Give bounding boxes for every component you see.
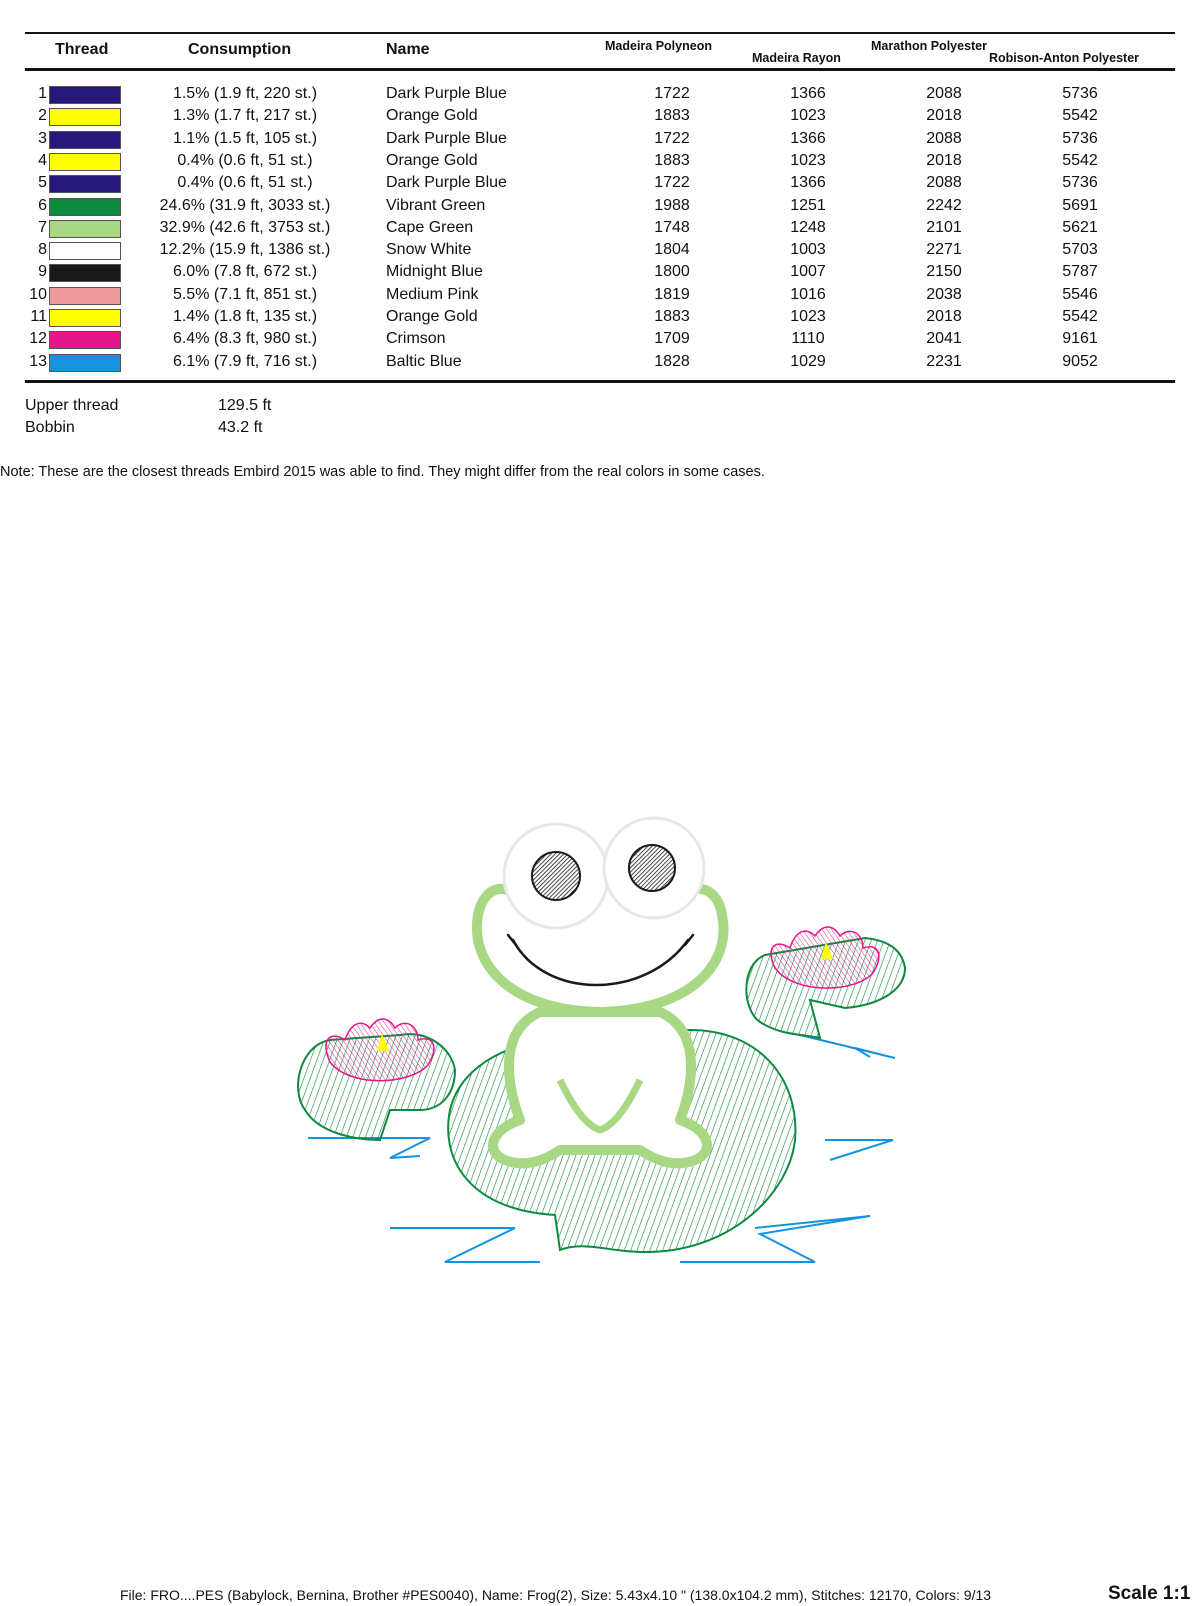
upper-thread-value: 129.5 ft bbox=[218, 397, 272, 414]
thread-consumption: 1.5% (1.9 ft, 220 st.) bbox=[172, 85, 318, 102]
madeira-polyneon-code: 1883 bbox=[654, 151, 690, 169]
madeira-rayon-code: 1251 bbox=[790, 196, 826, 214]
thread-name: Baltic Blue bbox=[386, 352, 462, 370]
madeira-rayon-code: 1366 bbox=[790, 85, 826, 102]
madeira-polyneon-code: 1828 bbox=[654, 352, 690, 370]
robison-anton-code: 9161 bbox=[1062, 330, 1098, 348]
madeira-rayon-code: 1007 bbox=[790, 263, 826, 281]
madeira-polyneon-code: 1988 bbox=[654, 196, 690, 214]
thread-consumption: 0.4% (0.6 ft, 51 st.) bbox=[177, 174, 313, 192]
thread-name: Vibrant Green bbox=[386, 196, 486, 214]
robison-anton-code: 5736 bbox=[1062, 174, 1098, 192]
marathon-polyester-code: 2088 bbox=[926, 129, 962, 147]
header-thread: Thread bbox=[55, 41, 109, 58]
thread-name: Dark Purple Blue bbox=[386, 129, 507, 147]
thread-number: 3 bbox=[38, 129, 47, 147]
robison-anton-code: 5546 bbox=[1062, 285, 1098, 303]
madeira-rayon-code: 1023 bbox=[790, 151, 826, 169]
marathon-polyester-code: 2271 bbox=[926, 241, 962, 259]
thread-name: Snow White bbox=[386, 241, 472, 259]
robison-anton-code: 5621 bbox=[1062, 218, 1098, 236]
marathon-polyester-code: 2088 bbox=[926, 85, 962, 102]
marathon-polyester-code: 2018 bbox=[926, 107, 962, 125]
marathon-polyester-code: 2150 bbox=[926, 263, 962, 281]
thread-consumption: 5.5% (7.1 ft, 851 st.) bbox=[172, 285, 318, 303]
header-marathon-polyester: Marathon Polyester bbox=[871, 39, 988, 53]
frog bbox=[477, 885, 724, 1163]
thread-name: Orange Gold bbox=[386, 151, 478, 169]
thread-number: 8 bbox=[38, 241, 47, 259]
marathon-polyester-code: 2231 bbox=[926, 352, 962, 370]
robison-anton-code: 5703 bbox=[1062, 241, 1098, 259]
left-pupil bbox=[532, 852, 580, 900]
marathon-polyester-code: 2038 bbox=[926, 285, 962, 303]
header-madeira-rayon: Madeira Rayon bbox=[752, 51, 841, 65]
left-lotus-flower bbox=[326, 1019, 434, 1081]
madeira-polyneon-code: 1819 bbox=[654, 285, 690, 303]
thread-consumption: 1.4% (1.8 ft, 135 st.) bbox=[172, 308, 318, 325]
marathon-polyester-code: 2242 bbox=[926, 196, 962, 214]
robison-anton-code: 5736 bbox=[1062, 85, 1098, 102]
thread-consumption: 6.0% (7.8 ft, 672 st.) bbox=[172, 263, 318, 281]
thread-consumption: 1.1% (1.5 ft, 105 st.) bbox=[172, 129, 318, 147]
marathon-polyester-code: 2018 bbox=[926, 151, 962, 169]
bobbin-label: Bobbin bbox=[25, 419, 75, 436]
thread-name: Cape Green bbox=[386, 218, 474, 236]
thread-name: Medium Pink bbox=[386, 285, 479, 303]
marathon-polyester-code: 2041 bbox=[926, 330, 962, 348]
thread-number: 2 bbox=[38, 107, 47, 125]
bobbin-value: 43.2 ft bbox=[218, 419, 263, 436]
madeira-polyneon-code: 1883 bbox=[654, 308, 690, 325]
right-lotus-flower bbox=[771, 927, 879, 988]
madeira-rayon-code: 1110 bbox=[791, 330, 825, 348]
madeira-polyneon-code: 1800 bbox=[654, 263, 690, 281]
thread-number: 1 bbox=[38, 85, 47, 102]
madeira-polyneon-code: 1722 bbox=[654, 174, 690, 192]
upper-thread-label: Upper thread bbox=[25, 397, 119, 414]
madeira-rayon-code: 1029 bbox=[790, 352, 826, 370]
madeira-polyneon-code: 1748 bbox=[654, 218, 690, 236]
thread-name: Dark Purple Blue bbox=[386, 174, 507, 192]
madeira-rayon-code: 1016 bbox=[790, 285, 826, 303]
robison-anton-code: 5542 bbox=[1062, 151, 1098, 169]
thread-number: 9 bbox=[38, 263, 47, 281]
madeira-rayon-code: 1023 bbox=[790, 107, 826, 125]
madeira-polyneon-code: 1722 bbox=[654, 129, 690, 147]
thread-consumption: 1.3% (1.7 ft, 217 st.) bbox=[172, 107, 318, 125]
madeira-rayon-code: 1366 bbox=[790, 174, 826, 192]
robison-anton-code: 5691 bbox=[1062, 196, 1098, 214]
robison-anton-code: 5736 bbox=[1062, 129, 1098, 147]
madeira-polyneon-code: 1709 bbox=[654, 330, 690, 348]
thread-number: 13 bbox=[29, 352, 47, 370]
robison-anton-code: 9052 bbox=[1062, 352, 1098, 370]
right-pupil bbox=[629, 845, 675, 891]
thread-consumption: 6.1% (7.9 ft, 716 st.) bbox=[172, 352, 318, 370]
robison-anton-code: 5542 bbox=[1062, 107, 1098, 125]
thread-number: 6 bbox=[38, 196, 47, 214]
marathon-polyester-code: 2088 bbox=[926, 174, 962, 192]
robison-anton-code: 5787 bbox=[1062, 263, 1098, 281]
thread-consumption: 12.2% (15.9 ft, 1386 st.) bbox=[159, 241, 331, 259]
header-robison-anton-polyester: Robison-Anton Polyester bbox=[989, 51, 1140, 65]
thread-number: 5 bbox=[38, 174, 47, 192]
madeira-polyneon-code: 1722 bbox=[654, 85, 690, 102]
madeira-rayon-code: 1023 bbox=[790, 308, 826, 325]
thread-name: Crimson bbox=[386, 330, 446, 348]
thread-name: Orange Gold bbox=[386, 308, 478, 325]
thread-number: 10 bbox=[29, 285, 47, 303]
marathon-polyester-code: 2101 bbox=[926, 218, 962, 236]
thread-name: Midnight Blue bbox=[386, 263, 483, 281]
thread-name: Orange Gold bbox=[386, 107, 478, 125]
note-text: Note: These are the closest threads Embird 2015 was able to find. They might differ from the real colors in some cases. bbox=[0, 464, 765, 480]
thread-consumption: 24.6% (31.9 ft, 3033 st.) bbox=[159, 196, 331, 214]
madeira-rayon-code: 1366 bbox=[790, 129, 826, 147]
thread-number: 7 bbox=[38, 218, 47, 236]
scale-label: Scale 1:1 bbox=[1108, 1583, 1191, 1604]
madeira-rayon-code: 1003 bbox=[790, 241, 826, 259]
thread-name: Dark Purple Blue bbox=[386, 85, 507, 102]
thread-consumption: 6.4% (8.3 ft, 980 st.) bbox=[172, 330, 318, 348]
file-info: File: FRO....PES (Babylock, Bernina, Brother #PES0040), Name: Frog(2), Size: 5.43x4.10 " (138.0x104.2 mm), Stitches: 12170, Colors: 9/13 bbox=[120, 1587, 992, 1603]
madeira-rayon-code: 1248 bbox=[790, 218, 826, 236]
header-madeira-polyneon: Madeira Polyneon bbox=[605, 39, 712, 53]
marathon-polyester-code: 2018 bbox=[926, 308, 962, 325]
madeira-polyneon-code: 1883 bbox=[654, 107, 690, 125]
madeira-polyneon-code: 1804 bbox=[654, 241, 690, 259]
thread-consumption: 0.4% (0.6 ft, 51 st.) bbox=[177, 151, 313, 169]
thread-consumption: 32.9% (42.6 ft, 3753 st.) bbox=[159, 218, 331, 236]
robison-anton-code: 5542 bbox=[1062, 308, 1098, 325]
thread-number: 12 bbox=[29, 330, 47, 348]
thread-number: 4 bbox=[38, 151, 47, 169]
thread-number: 11 bbox=[30, 308, 47, 325]
header-name: Name bbox=[386, 41, 430, 58]
header-consumption: Consumption bbox=[188, 41, 292, 58]
